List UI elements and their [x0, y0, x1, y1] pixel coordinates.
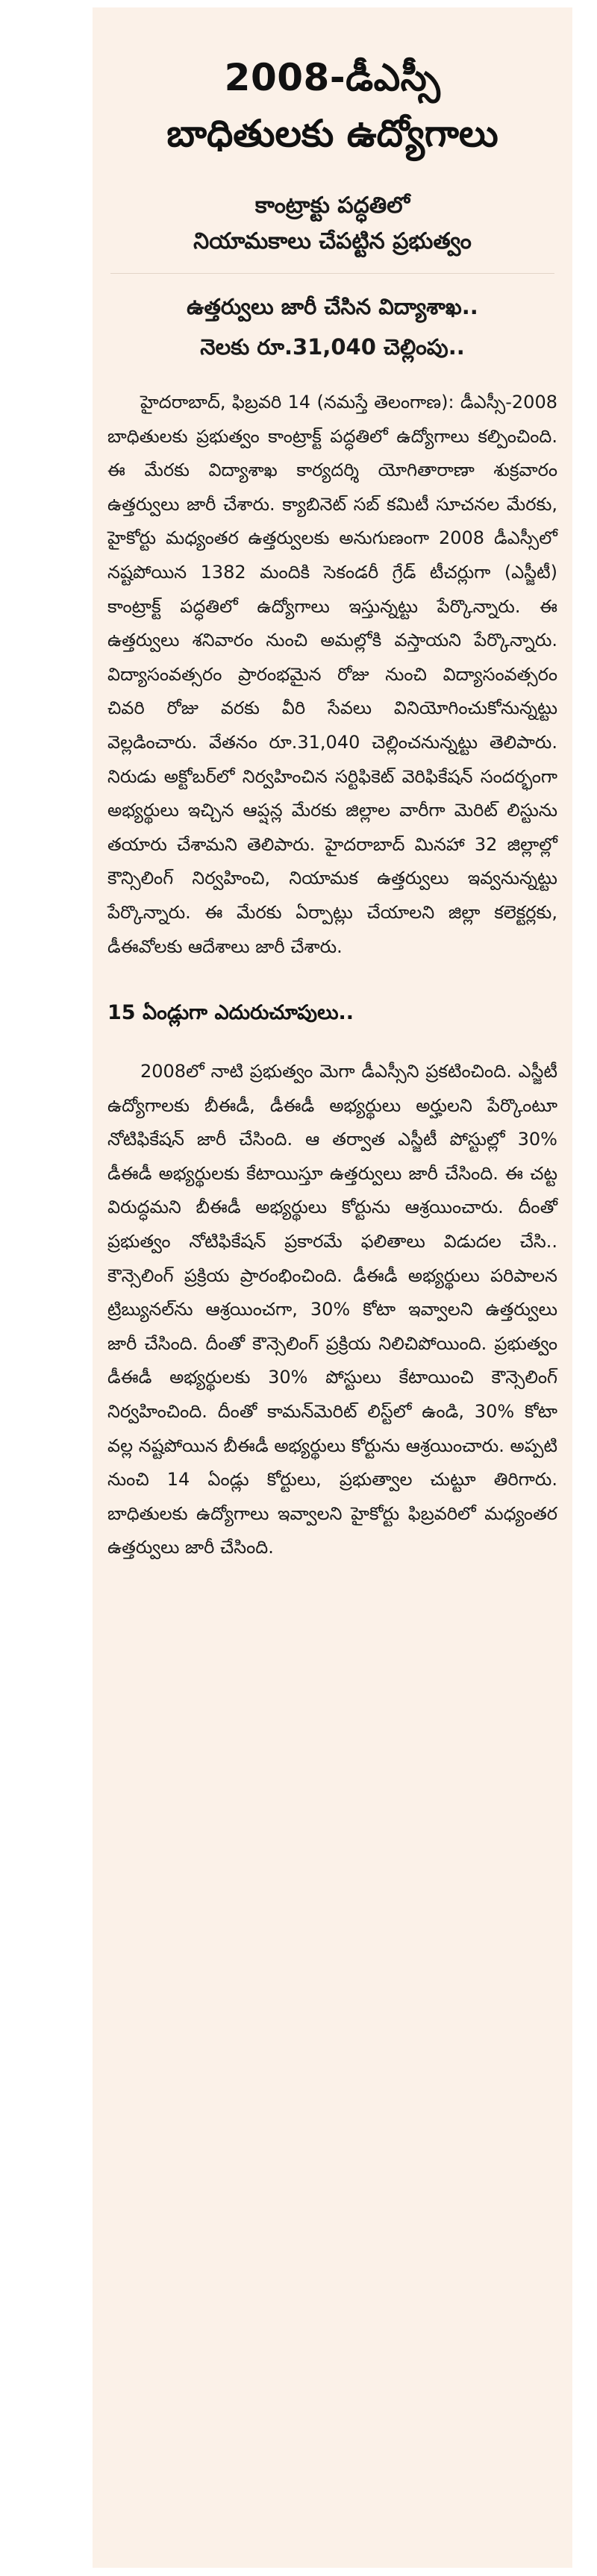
deck-line-2: నెలకు రూ.31,040 చెల్లింపు..: [200, 334, 465, 360]
news-clipping: [93, 7, 572, 2568]
article-paragraph-2: 2008లో నాటి ప్రభుత్వం మెగా డీఎస్సీని ప్రకటించింది. ఎస్జీటీ ఉద్యోగాలకు బీఈడీ, డీఈడీ అభ్యర్థులు అర్హులని పేర్కొంటూ నోటిఫికేషన్ జారీ చేసింది. ఆ తర్వాత ఎస్జీటీ పోస్టుల్లో 30% డీఈడీ అభ్యర్థులకు కేటాయిస్తూ ఉత్తర్వులు జారీ చేసింది. ఈ చట్ట విరుద్ధమని బీఈడీ అభ్యర్థులు కోర్టును ఆశ్రయించారు. దీంతో ప్రభుత్వం నోటిఫికేషన్ ప్రకారమే ఫలితాలు విడుదల చేసి.. కౌన్సెలింగ్ ప్రక్రియ ప్రారంభించింది. డీఈడీ అభ్యర్థులు పరిపాలన ట్రిబ్యునల్‌ను ఆశ్రయించగా, 30% కోటా ఇవ్వాలని ఉత్తర్వులు జారీ చేసింది. దీంతో కౌన్సెలింగ్ ప్రక్రియ నిలిచిపోయింది. ప్రభుత్వం డీఈడీ అభ్యర్థులకు 30% పోస్టులు కేటాయించి కౌన్సెలింగ్ నిర్వహించింది. దీంతో కామన్‌మెరిట్ లిస్ట్‌లో ఉండి, 30% కోటా వల్ల నష్టపోయిన బీఈడీ అభ్యర్థులు కోర్టును ఆశ్రయించారు. అప్పటి నుంచి 14 ఏండ్లు కోర్టులు, ప్రభుత్వాల చుట్టూ తిరిగారు. బాధితులకు ఉద్యోగాలు ఇవ్వాలని హైకోర్టు ఫిబ్రవరిలో మధ్యంతర ఉత్తర్వులు జారీ చేసింది.: [107, 1061, 557, 1558]
deck-line-1: ఉత్తర్వులు జారీ చేసిన విద్యాశాఖ..: [187, 294, 478, 319]
headline-line-1: 2008-డీఎస్సీ: [224, 56, 441, 99]
article-subheading: 15 ఏండ్లుగా ఎదురుచూపులు..: [107, 1001, 354, 1025]
subheadline-line-2: నియామకాలు చేపట్టిన ప్రభుత్వం: [193, 228, 472, 254]
subheadline-line-1: కాంట్రాక్టు పద్ధతిలో: [254, 192, 410, 219]
divider: [110, 273, 554, 274]
article-paragraph-1: హైదరాబాద్, ఫిబ్రవరి 14 (నమస్తే తెలంగాణ): డీఎస్సీ-2008 బాధితులకు ప్రభుత్వం కాంట్రాక్ట్ పద్ధతిలో ఉద్యోగాలు కల్పించింది. ఈ మేరకు విద్యాశాఖ కార్యదర్శి యోగితారాణా శుక్రవారం ఉత్తర్వులు జారీ చేశారు. క్యాబినెట్ సబ్ కమిటీ సూచనల మేరకు, హైకోర్టు మధ్యంతర ఉత్తర్వులకు అనుగుణంగా 2008 డీఎస్సీలో నష్టపోయిన 1382 మందికి సెకండరీ గ్రేడ్ టీచర్లుగా (ఎస్జీటీ) కాంట్రాక్ట్ పద్ధతిలో ఉద్యోగాలు ఇస్తున్నట్టు పేర్కొన్నారు. ఈ ఉత్తర్వులు శనివారం నుంచి అమల్లోకి వస్తాయని పేర్కొన్నారు. విద్యాసంవత్సరం ప్రారంభమైన రోజు నుంచి విద్యాసంవత్సరం చివరి రోజు వరకు వీరి సేవలు వినియోగించుకోనున్నట్టు వెల్లడించారు. వేతనం రూ.31,040 చెల్లించనున్నట్టు తెలిపారు. నిరుడు అక్టోబర్‌లో నిర్వహించిన సర్టిఫికెట్ వెరిఫికేషన్ సందర్భంగా అభ్యర్థులు ఇచ్చిన ఆప్షన్ల మేరకు జిల్లాల వారీగా మెరిట్ లిస్టును తయారు చేశామని తెలిపారు. హైదరాబాద్ మినహా 32 జిల్లాల్లో కౌన్సిలింగ్ నిర్వహించి, నియామక ఉత్తర్వులు ఇవ్వనున్నట్టు పేర్కొన్నారు. ఈ మేరకు ఏర్పాట్లు చేయాలని జిల్లా కలెక్టర్లకు, డీఈవోలకు ఆదేశాలు జారీ చేశారు.: [107, 392, 557, 957]
headline-line-2: బాధితులకు ఉద్యోగాలు: [166, 112, 498, 155]
